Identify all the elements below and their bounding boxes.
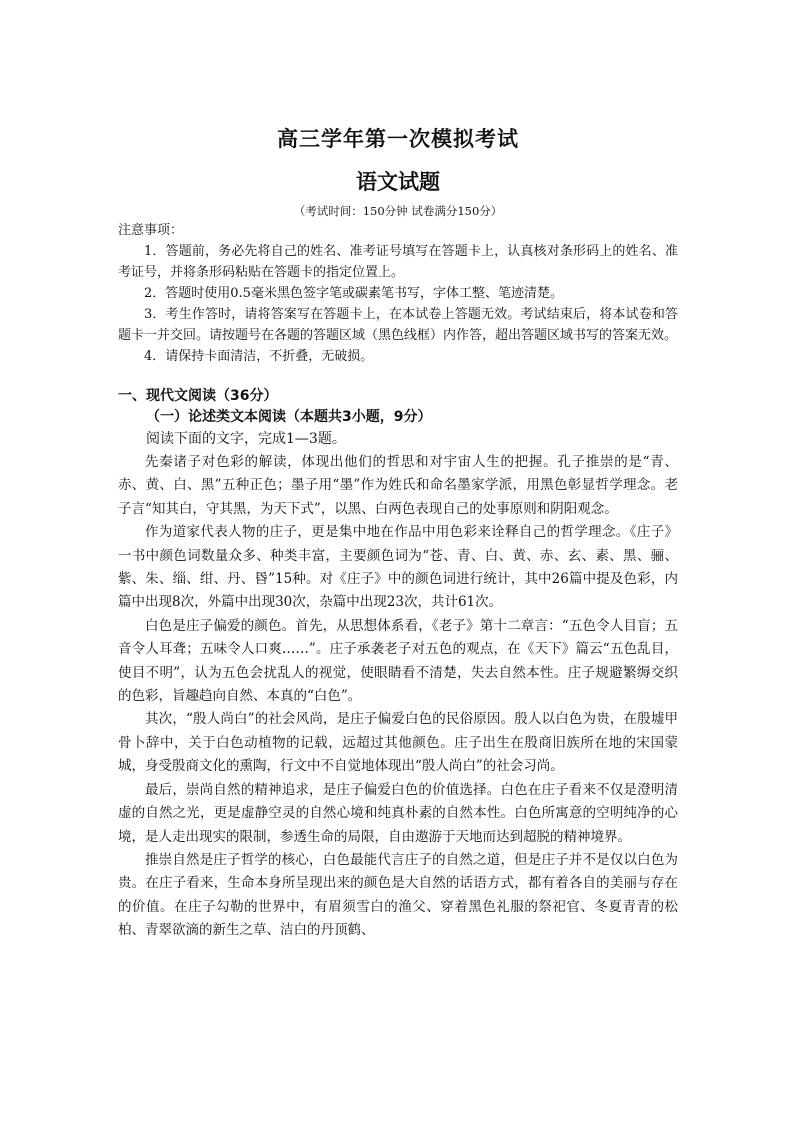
- passage-paragraph: 白色是庄子偏爱的颜色。首先，从思想体系看，《老子》第十二章言：“五色令人目盲；五音令人耳聋；五味令人口爽……”。庄子承袭老子对五色的观点，在《天下》篇云“五色乱目，使目不明”，认为五色会扰乱人的视觉，使眼睛看不清楚，失去自然本性。庄子规避繁缛交织的色彩，旨趣趋向自然、本真的“白色”。: [118, 617, 678, 705]
- passage-paragraph: 先秦诸子对色彩的解读，体现出他们的哲思和对宇宙人生的把握。孔子推崇的是“青、赤、黄、白、黑”五种正色；墨子用“墨”作为姓氏和命名墨家学派，用黑色彰显哲学理念。老子言“知其白，守其黑，为天下式”，以黑、白两色表现自己的处事原则和阴阳观念。: [118, 454, 678, 517]
- notice-item: 2．答题时使用0.5毫米黑色签字笔或碳素笔书写，字体工整、笔迹清楚。: [144, 286, 563, 301]
- passage-paragraph: 最后，崇尚自然的精神追求，是庄子偏爱白色的价值选择。白色在庄子看来不仅是澄明清虚的自然之光，更是虚静空灵的自然心境和纯真朴素的自然本性。白色所寓意的空明纯净的心境，是人走出现实的限制，参透生命的局限，自由遨游于天地而达到超脱的精神境界。: [118, 781, 678, 845]
- reading-passage: [118, 451, 678, 943]
- passage-paragraph: 其次，“殷人尚白”的社会风尚，是庄子偏爱白色的民俗原因。殷人以白色为贵，在殷墟甲骨卜辞中，关于白色动植物的记载，远超过其他颜色。庄子出生在殷商旧族所在地的宋国蒙城，身受殷商文化的熏陶，行文中不自觉地体现出“殷人尚白”的社会习尚。: [118, 711, 678, 775]
- passage-paragraph: 推崇自然是庄子哲学的核心，白色最能代言庄子的自然之道，但是庄子并不是仅以白色为贵。在庄子看来，生命本身所呈现出来的颜色是大自然的话语方式，都有着各自的美丽与存在的价值。在庄子勾勒的世界中，有眉须雪白的渔父、穿着黑色礼服的祭祀官、冬夏青青的松柏、青翠欲滴的新生之草、洁白的丹顶鹤、: [118, 851, 678, 939]
- reading-instruction: 阅读下面的文字，完成1—3题。: [146, 431, 346, 447]
- notice-heading: 注意事项：: [118, 223, 184, 238]
- subsection-title: （一）论述类文本阅读（本题共3小题，9分）: [146, 409, 432, 425]
- notice-block: [118, 220, 678, 367]
- notice-item: 3．考生作答时，请将答案写在答题卡上，在本试卷上答题无效。考试结束后，将本试卷和答题卡一并交回。请按题号在各题的答题区域（黑色线框）内作答，超出答题区域书写的答案无效。: [118, 307, 678, 343]
- exam-title: 高三学年第一次模拟考试: [277, 126, 519, 151]
- passage-paragraph: 作为道家代表人物的庄子，更是集中地在作品中用色彩来诠释自己的哲学理念。《庄子》一书中颜色词数量众多、种类丰富，主要颜色词为“苍、青、白、黄、赤、玄、素、黑、骊、紫、朱、缁、绀、丹、昬”15种。对《庄子》中的颜色词进行统计，其中26篇中提及色彩，内篇中出现8次，外篇中出现30次，杂篇中出现23次，共计61次。: [118, 524, 678, 611]
- notice-item: 1．答题前，务必先将自己的姓名、准考证号填写在答题卡上，认真核对条形码上的姓名、准考证号，并将条形码粘贴在答题卡的指定位置上。: [118, 244, 678, 280]
- exam-time-info: （考试时间：150分钟 试卷满分150分）: [293, 204, 503, 218]
- spacer: [118, 367, 678, 386]
- section-title: 一、现代文阅读（36分）: [118, 388, 278, 404]
- exam-subtitle: 语文试题: [356, 169, 440, 194]
- exam-page: [118, 122, 678, 943]
- notice-item: 4．请保持卡面清洁，不折叠，无破损。: [144, 349, 374, 364]
